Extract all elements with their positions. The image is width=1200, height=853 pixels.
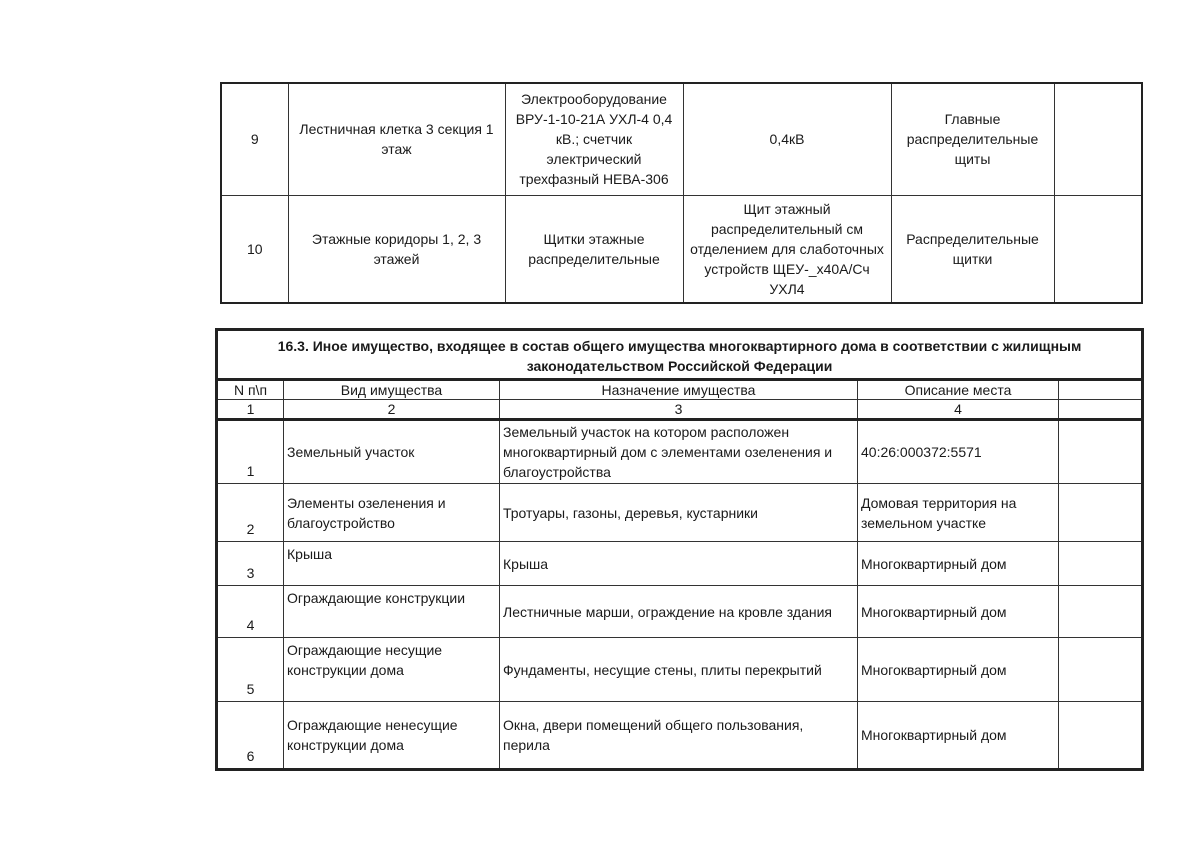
purpose-cell: Окна, двери помещений общего пользования, перила xyxy=(500,702,858,770)
column-number xyxy=(1059,400,1143,420)
header-row xyxy=(217,380,1143,400)
type-cell: Распределительные щитки xyxy=(891,195,1054,303)
extra-cell xyxy=(1059,420,1143,484)
header-place: Описание места xyxy=(858,380,1059,400)
purpose-cell: Тротуары, газоны, деревья, кустарники xyxy=(500,484,858,542)
row-number: 5 xyxy=(217,638,284,702)
place-cell: Многоквартирный дом xyxy=(858,638,1059,702)
place-cell: Многоквартирный дом xyxy=(858,586,1059,638)
type-cell: Главные распределительные щиты xyxy=(891,83,1054,195)
section-title-row xyxy=(217,330,1143,380)
row-number: 4 xyxy=(217,586,284,638)
column-number: 2 xyxy=(284,400,500,420)
common-property-table xyxy=(215,328,1144,771)
extra-cell xyxy=(1059,638,1143,702)
extra-cell xyxy=(1059,702,1143,770)
table-row xyxy=(217,420,1143,484)
table-row xyxy=(217,702,1143,770)
place-cell: Многоквартирный дом xyxy=(858,702,1059,770)
table-row xyxy=(221,195,1142,303)
kind-cell: Ограждающие несущие конструкции дома xyxy=(284,638,500,702)
table-row xyxy=(221,83,1142,195)
table-row xyxy=(217,542,1143,586)
column-number: 3 xyxy=(500,400,858,420)
equipment-cell: Щитки этажные распределительные xyxy=(505,195,683,303)
place-cell: Многоквартирный дом xyxy=(858,542,1059,586)
column-number: 1 xyxy=(217,400,284,420)
header-kind: Вид имущества xyxy=(284,380,500,400)
table-row xyxy=(217,484,1143,542)
voltage-cell: Щит этажный распределительный см отделением для слаботочных устройств ЩЕУ-_х40А/Сч УХЛ4 xyxy=(683,195,891,303)
extra-cell xyxy=(1054,83,1142,195)
row-number: 9 xyxy=(221,83,288,195)
row-number: 10 xyxy=(221,195,288,303)
place-cell: Домовая территория на земельном участке xyxy=(858,484,1059,542)
row-number: 2 xyxy=(217,484,284,542)
voltage-cell: 0,4кВ xyxy=(683,83,891,195)
purpose-cell: Фундаменты, несущие стены, плиты перекрытий xyxy=(500,638,858,702)
row-number: 1 xyxy=(217,420,284,484)
column-numbers-row xyxy=(217,400,1143,420)
kind-cell: Ограждающие конструкции xyxy=(284,586,500,638)
table-row xyxy=(217,586,1143,638)
extra-cell xyxy=(1059,484,1143,542)
row-number: 3 xyxy=(217,542,284,586)
purpose-cell: Крыша xyxy=(500,542,858,586)
section-title: 16.3. Иное имущество, входящее в состав общего имущества многоквартирного дома в соответствии с жилищным законодательством Российской Федерации xyxy=(217,330,1143,380)
table-row xyxy=(217,638,1143,702)
column-number: 4 xyxy=(858,400,1059,420)
equipment-cell: Электрооборудование ВРУ-1-10-21А УХЛ-4 0,4 кВ.; счетчик электрический трехфазный НЕВА-306 xyxy=(505,83,683,195)
extra-cell xyxy=(1054,195,1142,303)
header-purpose: Назначение имущества xyxy=(500,380,858,400)
kind-cell: Элементы озеленения и благоустройство xyxy=(284,484,500,542)
header-number: N п\п xyxy=(217,380,284,400)
kind-cell: Крыша xyxy=(284,542,500,586)
kind-cell: Ограждающие ненесущие конструкции дома xyxy=(284,702,500,770)
extra-cell xyxy=(1059,586,1143,638)
header-extra xyxy=(1059,380,1143,400)
kind-cell: Земельный участок xyxy=(284,420,500,484)
purpose-cell: Лестничные марши, ограждение на кровле здания xyxy=(500,586,858,638)
location-cell: Этажные коридоры 1, 2, 3 этажей xyxy=(288,195,505,303)
location-cell: Лестничная клетка 3 секция 1 этаж xyxy=(288,83,505,195)
electrical-equipment-table xyxy=(220,82,1143,304)
place-cell: 40:26:000372:5571 xyxy=(858,420,1059,484)
extra-cell xyxy=(1059,542,1143,586)
purpose-cell: Земельный участок на котором расположен многоквартирный дом с элементами озеленения и благоустройства xyxy=(500,420,858,484)
row-number: 6 xyxy=(217,702,284,770)
